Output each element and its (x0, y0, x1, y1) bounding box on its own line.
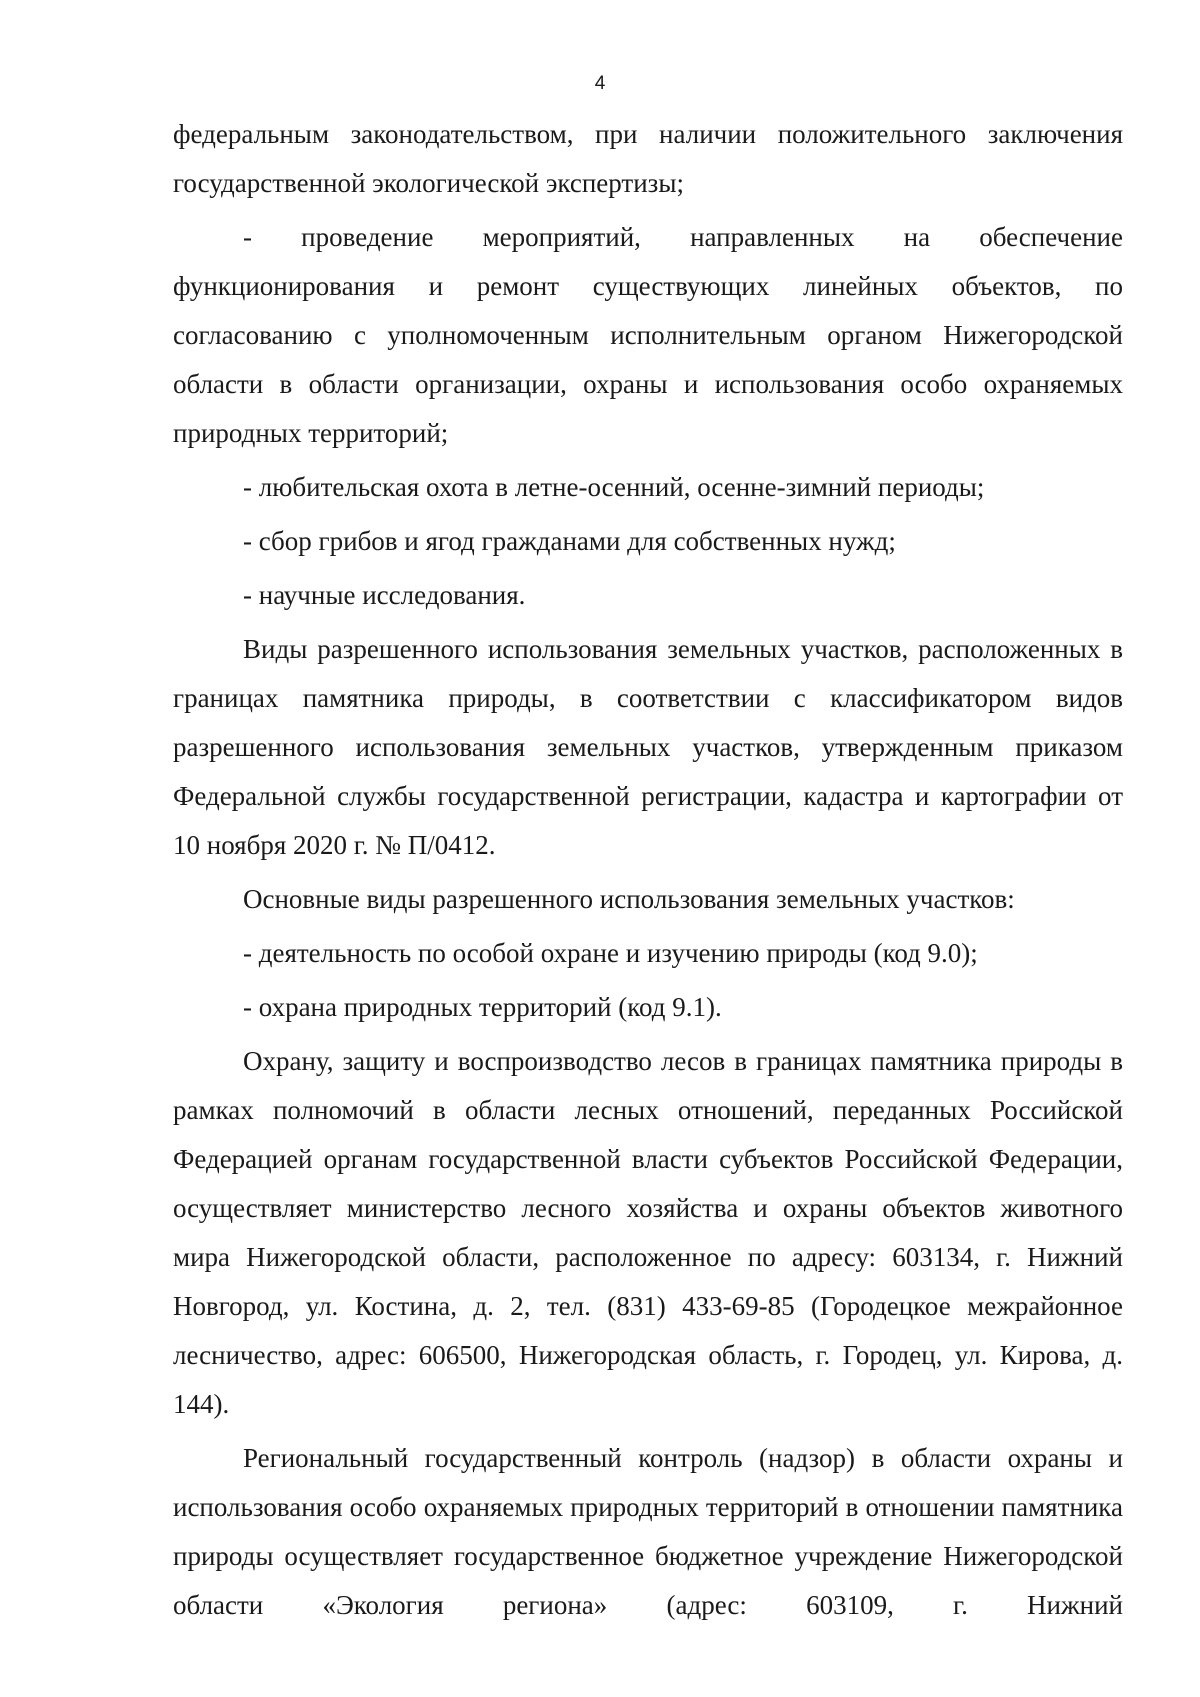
list-item: - деятельность по особой охране и изучению природы (код 9.0); (243, 938, 978, 968)
document-body (173, 110, 1123, 1630)
list-item: - охрана природных территорий (код 9.1). (243, 992, 722, 1022)
paragraph: Виды разрешенного использования земельных участков, расположенных в границах памятника природы, в соответствии с классификатором видов разрешенного использования земельных участков, утвержденным приказом Федеральной службы государственной регистрации, кадастра и картографии от 10 ноября 2020 г. № П/0412. (173, 634, 1123, 860)
list-item: - научные исследования. (243, 580, 526, 610)
list-item: - любительская охота в летне-осенний, осенне-зимний периоды; (243, 472, 985, 502)
paragraph: федеральным законодательством, при наличии положительного заключения государственной экологической экспертизы; (173, 119, 1123, 198)
paragraph: Региональный государственный контроль (надзор) в области охраны и использования особо охраняемых природных территорий в отношении памятника природы осуществляет государственное бюджетное учреждение Нижегородской области «Экология региона» (адрес: 603109, г. Нижний (173, 1443, 1123, 1620)
page-number: 4 (594, 73, 606, 94)
list-item: - проведение мероприятий, направленных на обеспечение функционирования и ремонт существующих линейных объектов, по согласованию с уполномоченным исполнительным органом Нижегородской области в области организации, охраны и использования особо охраняемых природных территорий; (173, 222, 1123, 448)
list-item: - сбор грибов и ягод гражданами для собственных нужд; (243, 526, 896, 556)
paragraph: Основные виды разрешенного использования земельных участков: (243, 884, 1015, 914)
paragraph: Охрану, защиту и воспроизводство лесов в границах памятника природы в рамках полномочий в области лесных отношений, переданных Российской Федерацией органам государственной власти субъектов Российской Федерации, осуществляет министерство лесного хозяйства и охраны объектов животного мира Нижегородской области, расположенное по адресу: 603134, г. Нижний Новгород, ул. Костина, д. 2, тел. (831) 433-69-85 (Городецкое межрайонное лесничество, адрес: 606500, Нижегородская область, г. Городец, ул. Кирова, д. 144). (173, 1046, 1123, 1419)
